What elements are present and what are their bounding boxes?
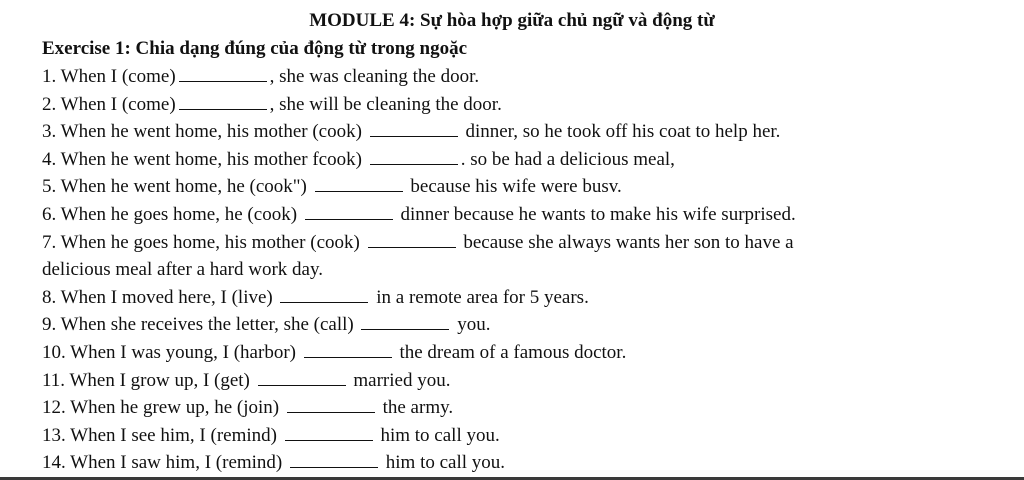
question-text: 6. When he goes home, he (cook) [42,203,298,225]
question-item [42,422,1012,450]
question-text-after: him to call you. [380,424,500,446]
question-text: 14. When I saw him, I (remind) [42,452,283,474]
question-text: 5. When he went home, he (cook") [42,176,307,198]
answer-blank [258,367,346,386]
question-text: 13. When I see him, I (remind) [42,424,277,446]
question-item [42,394,1012,422]
question-text-after: . so be had a delicious meal, [460,148,675,170]
answer-blank [361,311,449,330]
answer-blank [370,146,458,165]
answer-blank [179,63,267,82]
question-text-after: dinner, so he took off his coat to help her. [465,121,781,143]
question-continuation [42,256,1012,284]
question-text-after: you. [457,314,491,336]
question-text-after: in a remote area for 5 years. [376,286,589,308]
question-text: 7. When he goes home, his mother (cook) [42,231,360,253]
question-text: 3. When he went home, his mother (cook) [42,121,362,143]
question-item [42,229,1012,257]
question-item [42,367,1012,395]
question-item [42,118,1012,146]
answer-blank [304,339,392,358]
answer-blank [285,422,373,441]
answer-blank [305,201,393,220]
answer-blank [368,229,456,248]
answer-blank [315,173,403,192]
question-text-after: him to call you. [385,452,506,474]
answer-blank [280,284,368,303]
question-item [42,91,1012,119]
question-text: 2. When I (come) [42,93,176,115]
question-text: 1. When I (come) [42,66,176,87]
question-text-after: because she always wants her son to have a [463,231,794,253]
module-title: MODULE 4: Sự hòa hợp giữa chủ ngữ và động từ [309,10,715,31]
question-text-continuation: delicious meal after a hard work day. [42,259,324,281]
question-text-after: the dream of a famous doctor. [399,341,627,363]
answer-blank [370,118,458,137]
question-text-after: married you. [353,369,451,391]
question-text-after: , she will be cleaning the door. [269,93,502,115]
question-text-after: because his wife were busv. [410,176,622,198]
question-text: 11. When I grow up, I (get) [42,369,250,391]
question-item [42,63,1012,91]
question-list [42,63,1012,477]
question-item [42,284,1012,312]
question-item [42,311,1012,339]
question-item [42,173,1012,201]
question-text-after: the army. [382,397,454,419]
question-item [42,146,1012,174]
question-text: 12. When he grew up, he (join) [42,397,280,419]
question-text: 8. When I moved here, I (live) [42,286,273,308]
answer-blank [287,394,375,413]
question-text: 10. When I was young, I (harbor) [42,341,296,363]
exercise-title: Exercise 1: Chia dạng đúng của động từ trong ngoặc [42,38,468,59]
question-text-after: dinner because he wants to make his wife surprised. [400,203,796,225]
question-text-after: , she was cleaning the door. [269,66,480,87]
question-text: 9. When she receives the letter, she (call) [42,314,354,336]
question-item [42,339,1012,367]
answer-blank [290,449,378,468]
question-text: 4. When he went home, his mother fcook) [42,148,362,170]
question-item [42,201,1012,229]
question-item [42,449,1012,477]
answer-blank [179,91,267,110]
